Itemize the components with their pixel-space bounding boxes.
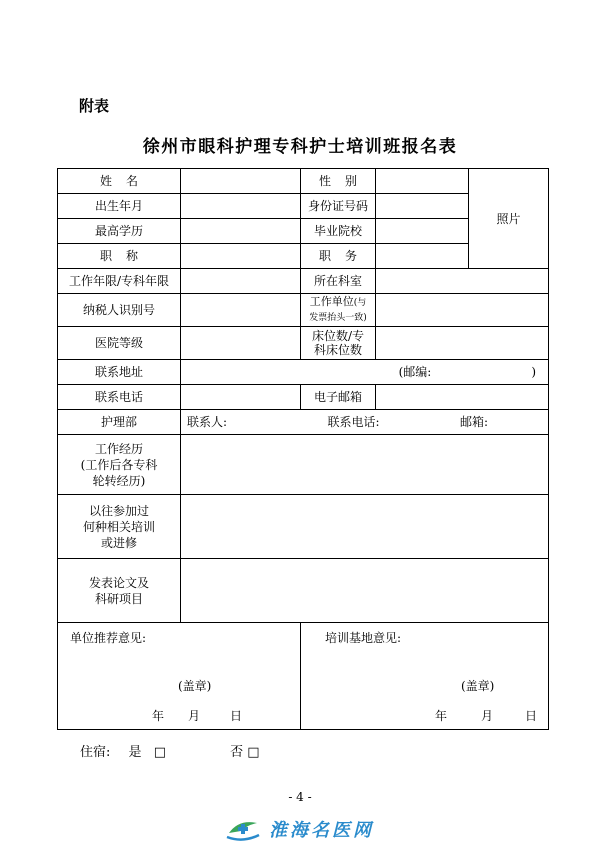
taxpayer-label: 纳税人识别号 <box>58 294 181 327</box>
page-title: 徐州市眼科护理专科护士培训班报名表 <box>142 137 458 157</box>
unit-day-label: 日 <box>230 709 243 723</box>
address-label: 联系地址 <box>58 360 181 385</box>
unit-month-label: 月 <box>188 709 201 723</box>
base-year-label: 年 <box>435 709 448 723</box>
lodging-no-checkbox[interactable]: □ <box>247 745 260 760</box>
professional-title-label: 职称 <box>58 244 181 269</box>
school-label: 毕业院校 <box>301 219 376 244</box>
medical-cross-logo-icon <box>225 815 261 843</box>
education-label: 最高学历 <box>58 219 181 244</box>
contact-email-label: 邮箱: <box>459 415 488 429</box>
base-opinion-box[interactable] <box>301 623 549 730</box>
years-label: 工作年限/专科年限 <box>58 269 181 294</box>
id-field[interactable] <box>376 194 469 219</box>
years-field[interactable] <box>181 269 301 294</box>
hospital-level-label: 医院等级 <box>58 327 181 360</box>
department-label: 所在科室 <box>301 269 376 294</box>
beds-field[interactable] <box>376 327 549 360</box>
contact-person-label: 联系人: <box>187 415 228 429</box>
email-field[interactable] <box>376 385 549 410</box>
unit-year-label: 年 <box>152 709 165 723</box>
lodging-no-label: 否 <box>230 745 244 760</box>
logo-text: 淮海名医网 <box>269 820 374 841</box>
department-field[interactable] <box>376 269 549 294</box>
papers-field[interactable] <box>181 559 549 623</box>
unit-opinion-label: 单位推荐意见: <box>70 631 147 645</box>
position-label: 职务 <box>301 244 376 269</box>
base-seal-label: (盖章) <box>461 679 495 693</box>
base-month-label: 月 <box>481 709 494 723</box>
work-unit-label: 工作单位(与 发票抬头一致) <box>301 294 376 327</box>
base-opinion-label: 培训基地意见: <box>325 631 402 645</box>
phone-label: 联系电话 <box>58 385 181 410</box>
training-field[interactable] <box>181 495 549 559</box>
name-label: 姓名 <box>58 169 181 194</box>
registration-form-table <box>57 168 549 730</box>
lodging-label: 住宿: <box>80 745 111 760</box>
work-unit-field[interactable] <box>376 294 549 327</box>
lodging-row <box>80 741 260 760</box>
lodging-yes-label: 是 <box>128 745 142 760</box>
page-number: - 4 - <box>288 790 312 804</box>
nursing-dept-label: 护理部 <box>58 410 181 435</box>
photo-box[interactable] <box>469 169 549 269</box>
unit-seal-label: (盖章) <box>178 679 212 693</box>
taxpayer-field[interactable] <box>181 294 301 327</box>
beds-label: 床位数/专 科床位数 <box>301 327 376 360</box>
name-field[interactable] <box>181 169 301 194</box>
attachment-label: 附表 <box>79 97 110 115</box>
unit-opinion-box[interactable] <box>58 623 301 730</box>
birth-label: 出生年月 <box>58 194 181 219</box>
training-label: 以往参加过 何种相关培训 或进修 <box>58 495 181 559</box>
hospital-level-field[interactable] <box>181 327 301 360</box>
site-logo <box>225 815 374 843</box>
base-day-label: 日 <box>525 709 538 723</box>
papers-label: 发表论文及 科研项目 <box>58 559 181 623</box>
phone-field[interactable] <box>181 385 301 410</box>
professional-title-field[interactable] <box>181 244 301 269</box>
postal-code-label: (邮编: ) <box>398 365 536 379</box>
gender-field[interactable] <box>376 169 469 194</box>
experience-field[interactable] <box>181 435 549 495</box>
school-field[interactable] <box>376 219 469 244</box>
education-field[interactable] <box>181 219 301 244</box>
position-field[interactable] <box>376 244 469 269</box>
contact-phone-label: 联系电话: <box>327 415 380 429</box>
birth-field[interactable] <box>181 194 301 219</box>
lodging-yes-checkbox[interactable]: □ <box>153 745 166 760</box>
id-label: 身份证号码 <box>301 194 376 219</box>
photo-label: 照片 <box>496 211 521 226</box>
nursing-dept-contacts[interactable] <box>181 410 549 435</box>
address-field[interactable] <box>181 360 549 385</box>
experience-label: 工作经历 (工作后各专科 轮转经历) <box>58 435 181 495</box>
email-label: 电子邮箱 <box>301 385 376 410</box>
gender-label: 性别 <box>301 169 376 194</box>
